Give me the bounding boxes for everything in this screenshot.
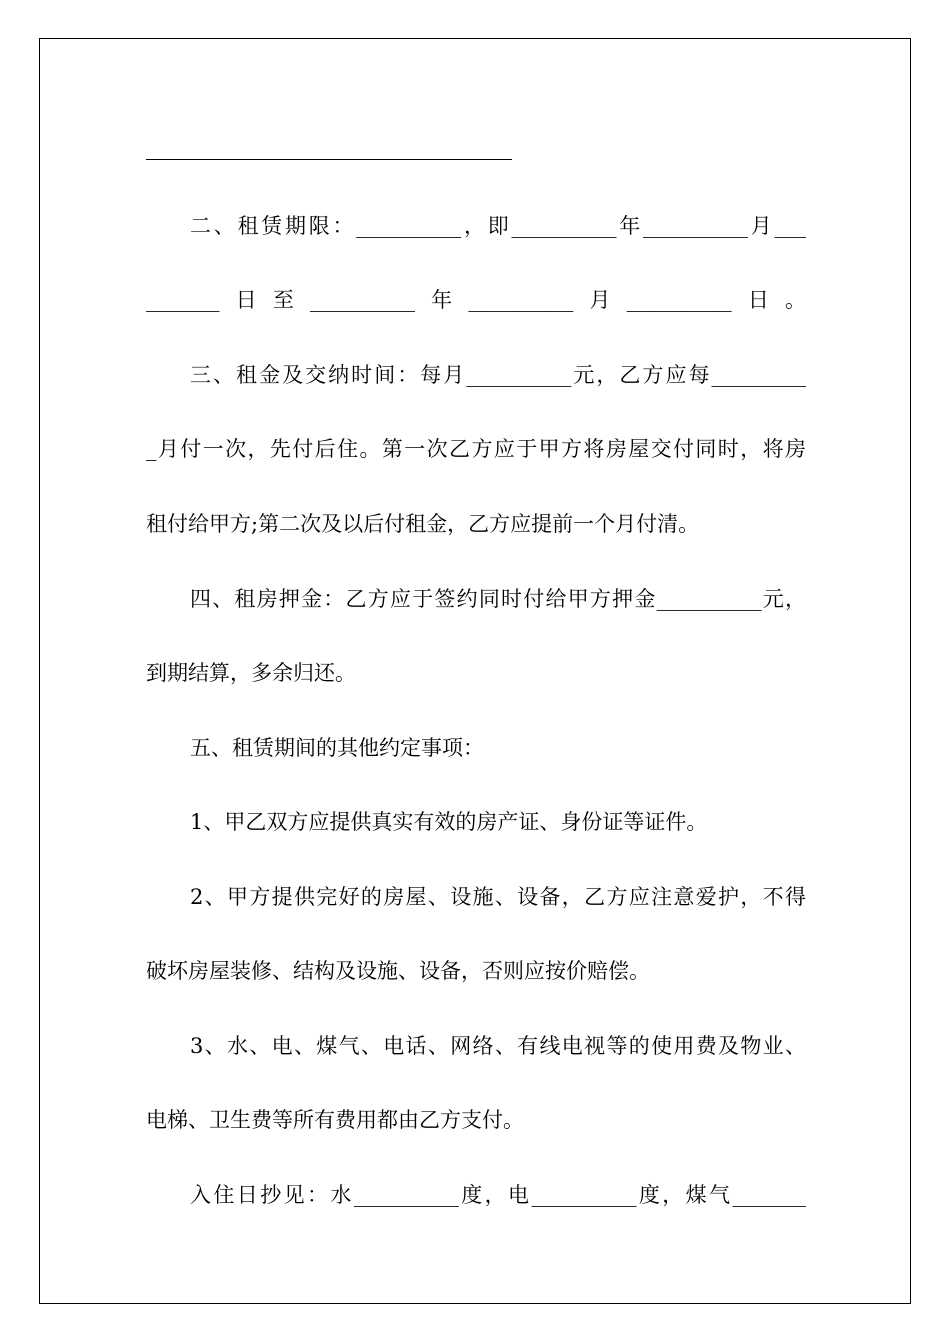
clause-3-line-2: _月付一次，先付后住。第一次乙方应于甲方将房屋交付同时，将房 bbox=[146, 437, 806, 461]
item-2-line-2: 破坏房屋装修、结构及设施、设备，否则应按价赔偿。 bbox=[146, 959, 650, 983]
clause-5-heading: 五、租赁期间的其他约定事项： bbox=[190, 736, 484, 760]
clause-2-line-1: 二、租赁期限：__________，即__________年__________月___ bbox=[190, 214, 806, 238]
blank-underline-rule bbox=[146, 159, 512, 160]
item-1: 1、甲乙双方应提供真实有效的房产证、身份证等证件。 bbox=[190, 810, 708, 834]
clause-4-line-1: 四、租房押金：乙方应于签约同时付给甲方押金__________元， bbox=[190, 587, 806, 611]
clause-3-line-3: 租付给甲方;第二次及以后付租金，乙方应提前一个月付清。 bbox=[146, 512, 700, 536]
item-3-line-1: 3、水、电、煤气、电话、网络、有线电视等的使用费及物业、 bbox=[190, 1034, 806, 1058]
clause-2-line-2: _______日至__________年__________月__________日。 bbox=[146, 288, 806, 312]
item-3-line-2: 电梯、卫生费等所有费用都由乙方支付。 bbox=[146, 1108, 524, 1132]
clause-4-line-2: 到期结算，多余归还。 bbox=[146, 661, 356, 685]
meter-reading-line: 入住日抄见：水__________度，电__________度，煤气_______ bbox=[190, 1183, 806, 1207]
clause-3-line-1: 三、租金及交纳时间：每月__________元，乙方应每_________ bbox=[190, 363, 806, 387]
item-2-line-1: 2、甲方提供完好的房屋、设施、设备，乙方应注意爱护，不得 bbox=[190, 885, 806, 909]
